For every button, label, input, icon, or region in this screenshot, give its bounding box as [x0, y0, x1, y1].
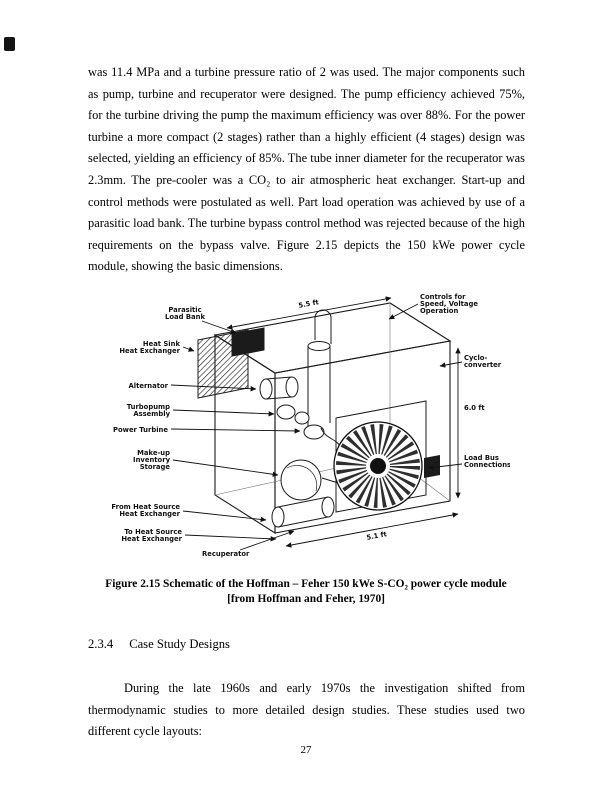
- machinery: [198, 310, 350, 527]
- figure-drawing: [90, 288, 510, 576]
- scan-artifact: [4, 37, 15, 51]
- dim-label-right: 6.0 ft: [464, 404, 485, 412]
- body-paragraph-1: was 11.4 MPa and a turbine pressure ratio of 2 was used. The major components such as pump, turbine and recuperator were designed. The pump efficiency achieved 75%, for the turbine driving the pump the maximum efficiency was over 88%. For the power turbine a more compact (2 stages) rather than a highly efficient (4 stages) design was selected, yielding an efficiency of 85%. The tube inner diameter for the recuperator was 2.3mm. The pre-cooler was a CO₂ to air atmospheric heat exchanger. Start-up and control methods were postulated as well. Part load operation was achieved by use of a parasitic load bank. The turbine bypass control method was rejected because of the high requirements on the bypass valve. Figure 2.15 depicts the 150 kWe power cycle module, showing the basic dimensions.: [88, 65, 525, 274]
- dim-label-bottom: 5.1 ft: [365, 530, 388, 542]
- label-turbopump-2: Assembly: [133, 410, 170, 418]
- section-title: Case Study Designs: [129, 637, 230, 651]
- duct-sides: [308, 346, 330, 426]
- label-power-turbine: Power Turbine: [113, 426, 168, 434]
- page-number: 27: [300, 744, 312, 756]
- power-turbine-body: [304, 425, 324, 439]
- duct-top: [308, 342, 330, 351]
- label-from-heat-source: From Heat Source: [111, 503, 180, 511]
- fan: [334, 401, 426, 512]
- label-load-bus: Load Bus: [464, 454, 499, 462]
- label-controls-3: Operation: [420, 307, 459, 315]
- turbopump-body: [277, 405, 295, 419]
- label-heat-sink: Heat Sink: [142, 340, 180, 348]
- alternator-cap-left: [260, 379, 272, 399]
- dim-label-top: 5.5 ft: [297, 298, 320, 310]
- label-makeup-3: Storage: [139, 463, 170, 471]
- label-recuperator: Recuperator: [202, 550, 250, 558]
- label-cycloconverter-2: converter: [464, 361, 502, 369]
- body-paragraph-2: During the late 1960s and early 1970s the investigation shifted from thermodynamic studies to more detailed design studies. These studies used two different cycle layouts:: [88, 681, 525, 739]
- label-controls: Controls for: [420, 293, 466, 301]
- figure-caption-line1: Figure 2.15 Schematic of the Hoffman – Feher 150 kWe S-CO₂ power cycle module: [105, 578, 507, 590]
- label-from-heat-source-2: Heat Exchanger: [119, 510, 180, 518]
- recuperator-cap-right: [322, 497, 334, 517]
- label-heat-sink-2: Heat Exchanger: [119, 347, 180, 355]
- turbopump-stage: [295, 412, 309, 424]
- label-makeup: Make-up: [137, 449, 170, 457]
- label-controls-2: Speed, Voltage: [420, 300, 478, 308]
- label-parasitic-load-bank-2: Load Bank: [165, 313, 205, 321]
- fan-hub: [370, 458, 386, 474]
- label-to-heat-source: To Heat Source: [124, 528, 182, 536]
- dim-line-bottom: [286, 514, 458, 546]
- section-number: 2.3.4: [88, 637, 114, 651]
- recuperator-cap-left: [272, 507, 284, 527]
- label-load-bus-2: Connections: [464, 461, 510, 469]
- alternator-cap-right: [286, 377, 298, 397]
- figure-caption: [56, 577, 556, 607]
- label-parasitic-load-bank: Parasitic: [168, 306, 202, 314]
- section-heading: [88, 637, 230, 652]
- label-to-heat-source-2: Heat Exchanger: [121, 535, 182, 543]
- figure-2-15: [90, 288, 510, 576]
- label-makeup-2: Inventory: [133, 456, 170, 464]
- label-turbopump: Turbopump: [126, 403, 170, 411]
- recuperator-body: [278, 497, 328, 527]
- label-alternator: Alternator: [128, 382, 168, 390]
- figure-caption-line2: [from Hoffman and Feher, 1970]: [227, 592, 385, 605]
- label-cycloconverter: Cyclo-: [464, 354, 488, 362]
